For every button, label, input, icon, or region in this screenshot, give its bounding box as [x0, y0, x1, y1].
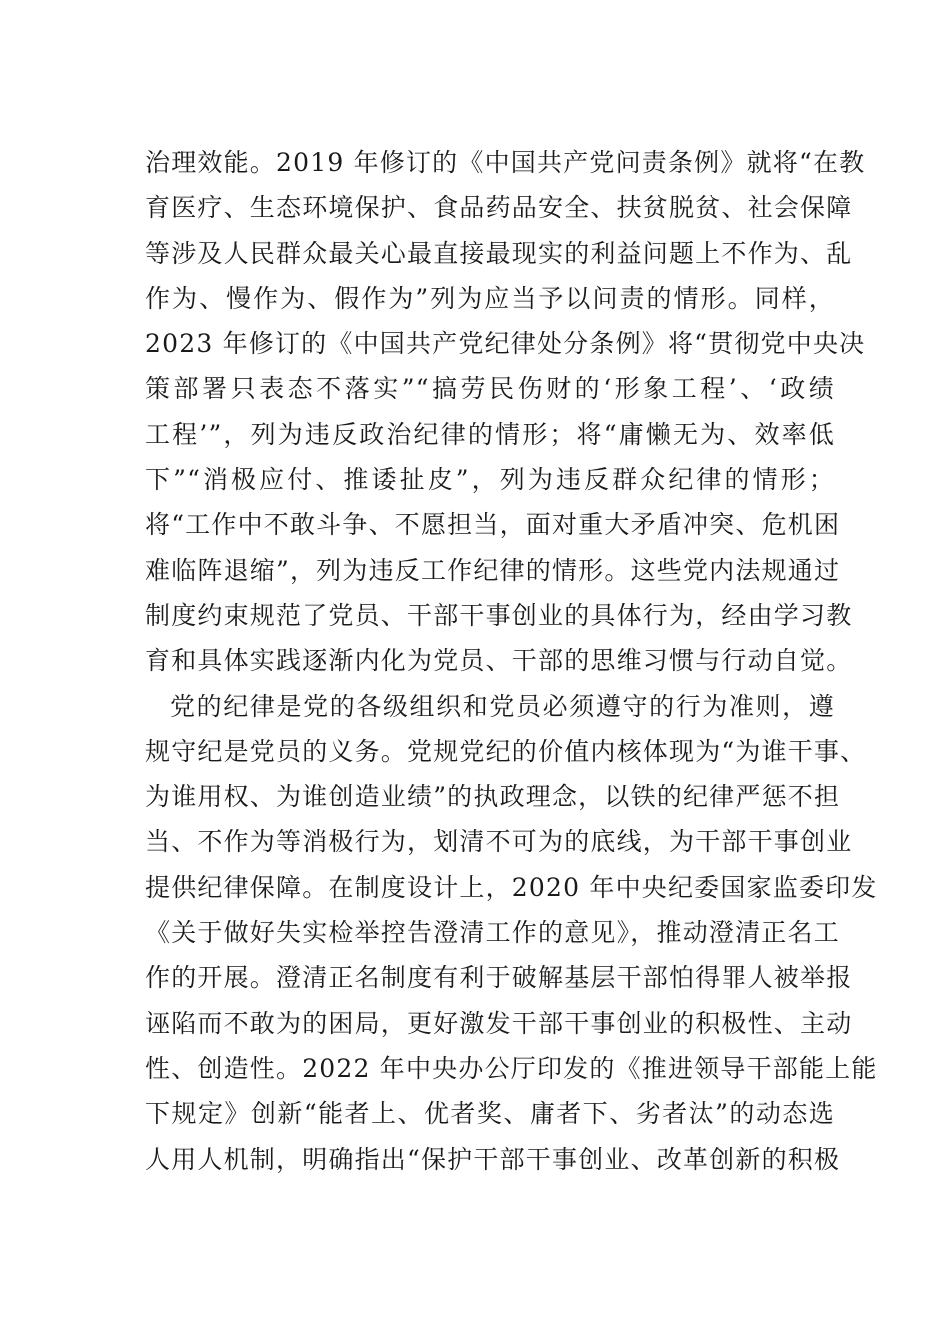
paragraph-2-line-4: 当、不作为等消极行为，划清不可为的底线，为干部干事创业	[145, 827, 853, 857]
paragraph-2-line-6: 《关于做好失实检举控告澄清工作的意见》，推动澄清正名工	[145, 918, 840, 948]
paragraph-2-line-2: 规守纪是党员的义务。党规党纪的价值内核体现为“为谁干事、	[145, 736, 867, 766]
paragraph-1-line-2: 育医疗、生态环境保护、食品药品安全、扶贫脱贫、社会保障	[145, 193, 853, 223]
paragraph-1-line-10: 难临阵退缩”，列为违反工作纪律的情形。这些党内法规通过	[145, 555, 841, 585]
paragraph-2-line-1: 党的纪律是党的各级组织和党员必须遵守的行为准则，遵	[170, 691, 835, 721]
paragraph-1-line-4: 作为、慢作为、假作为”列为应当予以问责的情形。同样，	[145, 283, 835, 313]
paragraph-1-line-11: 制度约束规范了党员、干部干事创业的具体行为，经由学习教	[145, 600, 853, 630]
paragraph-1-line-5: 2023 年修订的《中国共产党纪律处分条例》将“贯彻党中央决	[145, 329, 866, 359]
paragraph-1-line-7: 工程’”，列为违反政治纪律的情形；将“庸懒无为、效率低	[145, 419, 835, 449]
paragraph-2-line-5: 提供纪律保障。在制度设计上，2020 年中央纪委国家监委印发	[145, 872, 878, 902]
paragraph-2-line-9: 性、创造性。2022 年中央办公厅印发的《推进领导干部能上能	[145, 1053, 878, 1083]
paragraph-1-line-12: 育和具体实践逐渐内化为党员、干部的思维习惯与行动自觉。	[145, 646, 853, 676]
paragraph-2-line-8: 诬陷而不敢为的困局，更好激发干部干事创业的积极性、主动	[145, 1008, 853, 1038]
paragraph-2-line-11: 人用人机制，明确指出“保护干部干事创业、改革创新的积极	[145, 1144, 841, 1174]
paragraph-1-line-9: 将“工作中不敢斗争、不愿担当，面对重大矛盾冲突、危机困	[145, 510, 841, 540]
paragraph-1-line-3: 等涉及人民群众最关心最直接最现实的利益问题上不作为、乱	[145, 238, 853, 268]
paragraph-1-line-8: 下”“消极应付、推诿扯皮”，列为违反群众纪律的情形；	[145, 465, 835, 495]
paragraph-2-line-3: 为谁用权、为谁创造业绩”的执政理念，以铁的纪律严惩不担	[145, 782, 841, 812]
paragraph-2-line-10: 下规定》创新“能者上、优者奖、庸者下、劣者汰”的动态选	[145, 1099, 835, 1129]
paragraph-1-line-1: 治理效能。2019 年修订的《中国共产党问责条例》就将“在教	[145, 148, 866, 177]
paragraph-1-line-6: 策部署只表态不落实”“搞劳民伤财的‘形象工程’、‘政绩	[145, 374, 835, 404]
paragraph-2-line-7: 作的开展。澄清正名制度有利于破解基层干部怕得罪人被举报	[145, 963, 853, 993]
body-text	[145, 140, 878, 1182]
